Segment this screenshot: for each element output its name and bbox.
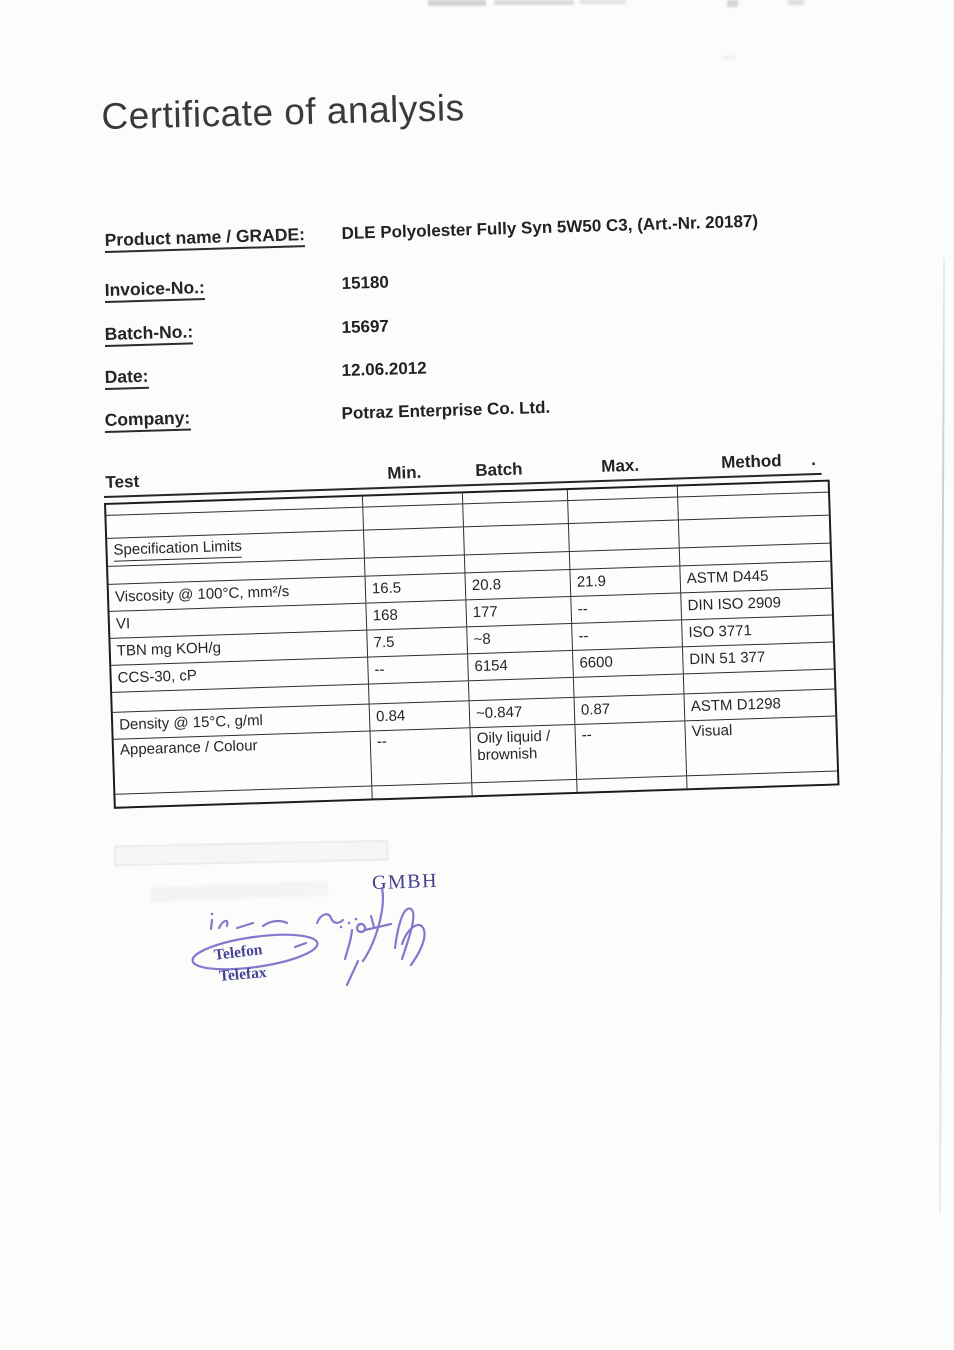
header-max: Max. [600, 455, 640, 476]
test-cell: Appearance / Colour [119, 737, 258, 759]
scan-smudge [428, 0, 486, 6]
field-label: Company: [104, 403, 342, 431]
field-label: Product name / GRADE: [104, 223, 342, 251]
test-cell: Density @ 15°C, g/ml [118, 711, 264, 734]
batch-cell: 6154 [467, 651, 573, 680]
page-title: Certificate of analysis [100, 87, 466, 138]
header-test: Test [105, 471, 140, 492]
scan-smudge [727, 0, 738, 7]
stamp-phone-label: Telefon [213, 941, 264, 964]
method-cell: Visual [684, 717, 837, 776]
header-min: Min. [387, 462, 422, 483]
test-cell: TBN mg KOH/g [116, 638, 222, 660]
field-row-invoice [104, 257, 884, 301]
test-cell: Viscosity @ 100°C, mm²/s [114, 582, 290, 606]
stamp-company-suffix: GMBH [371, 869, 439, 895]
field-label: Date: [104, 360, 342, 388]
scan-smudge [723, 56, 736, 59]
max-cell: -- [574, 721, 686, 779]
paper-edge-artifact [939, 258, 945, 1213]
max-cell: 21.9 [569, 566, 680, 596]
field-value: Potraz Enterprise Co. Ltd. [341, 397, 551, 423]
max-cell: 0.87 [574, 694, 685, 724]
test-cell: VI [115, 614, 131, 633]
batch-cell: Oily liquid / brownish [469, 725, 576, 782]
max-cell: 6600 [572, 647, 683, 677]
header-method: Method [720, 451, 782, 473]
field-label: Batch-No.: [104, 317, 342, 345]
method-cell: ISO 3771 [681, 616, 833, 647]
max-cell: -- [571, 620, 682, 650]
field-value: 12.06.2012 [341, 358, 427, 380]
method-cell: ASTM D445 [679, 562, 831, 593]
analysis-table [104, 480, 840, 809]
section-label: Specification Limits [113, 539, 242, 562]
min-cell: 16.5 [365, 573, 466, 602]
method-cell: DIN ISO 2909 [680, 589, 832, 620]
scan-smudge [580, 0, 626, 4]
min-cell: -- [370, 728, 472, 785]
header-batch: Batch [474, 459, 523, 480]
min-cell: 7.5 [366, 627, 467, 656]
field-row-date [104, 344, 884, 388]
method-cell: DIN 51 377 [682, 643, 834, 674]
min-cell: -- [367, 654, 468, 683]
batch-cell: 177 [465, 597, 571, 626]
redaction-bar [114, 840, 388, 866]
field-value: 15180 [341, 272, 390, 293]
field-value: DLE Polyolester Fully Syn 5W50 C3, (Art.-Nr. 20187) [341, 211, 759, 243]
min-cell: 0.84 [369, 701, 470, 730]
batch-cell: ~8 [466, 624, 572, 653]
field-row-company [104, 387, 884, 431]
batch-cell: 20.8 [464, 570, 570, 599]
min-cell: 168 [365, 600, 466, 629]
max-cell: -- [570, 593, 681, 623]
test-cell: CCS-30, cP [117, 666, 198, 687]
field-row-batch [104, 301, 884, 345]
stamp-fax-label: Telefax [218, 963, 268, 986]
header-method-dot: . [810, 450, 817, 470]
scan-smudge [494, 0, 574, 5]
field-value: 15697 [341, 316, 390, 337]
scan-smudge [788, 0, 804, 5]
method-cell: ASTM D1298 [683, 690, 835, 721]
field-row-product [104, 207, 884, 251]
batch-cell: ~0.847 [469, 698, 575, 727]
redaction-bar [150, 881, 328, 902]
field-label: Invoice-No.: [104, 273, 342, 301]
